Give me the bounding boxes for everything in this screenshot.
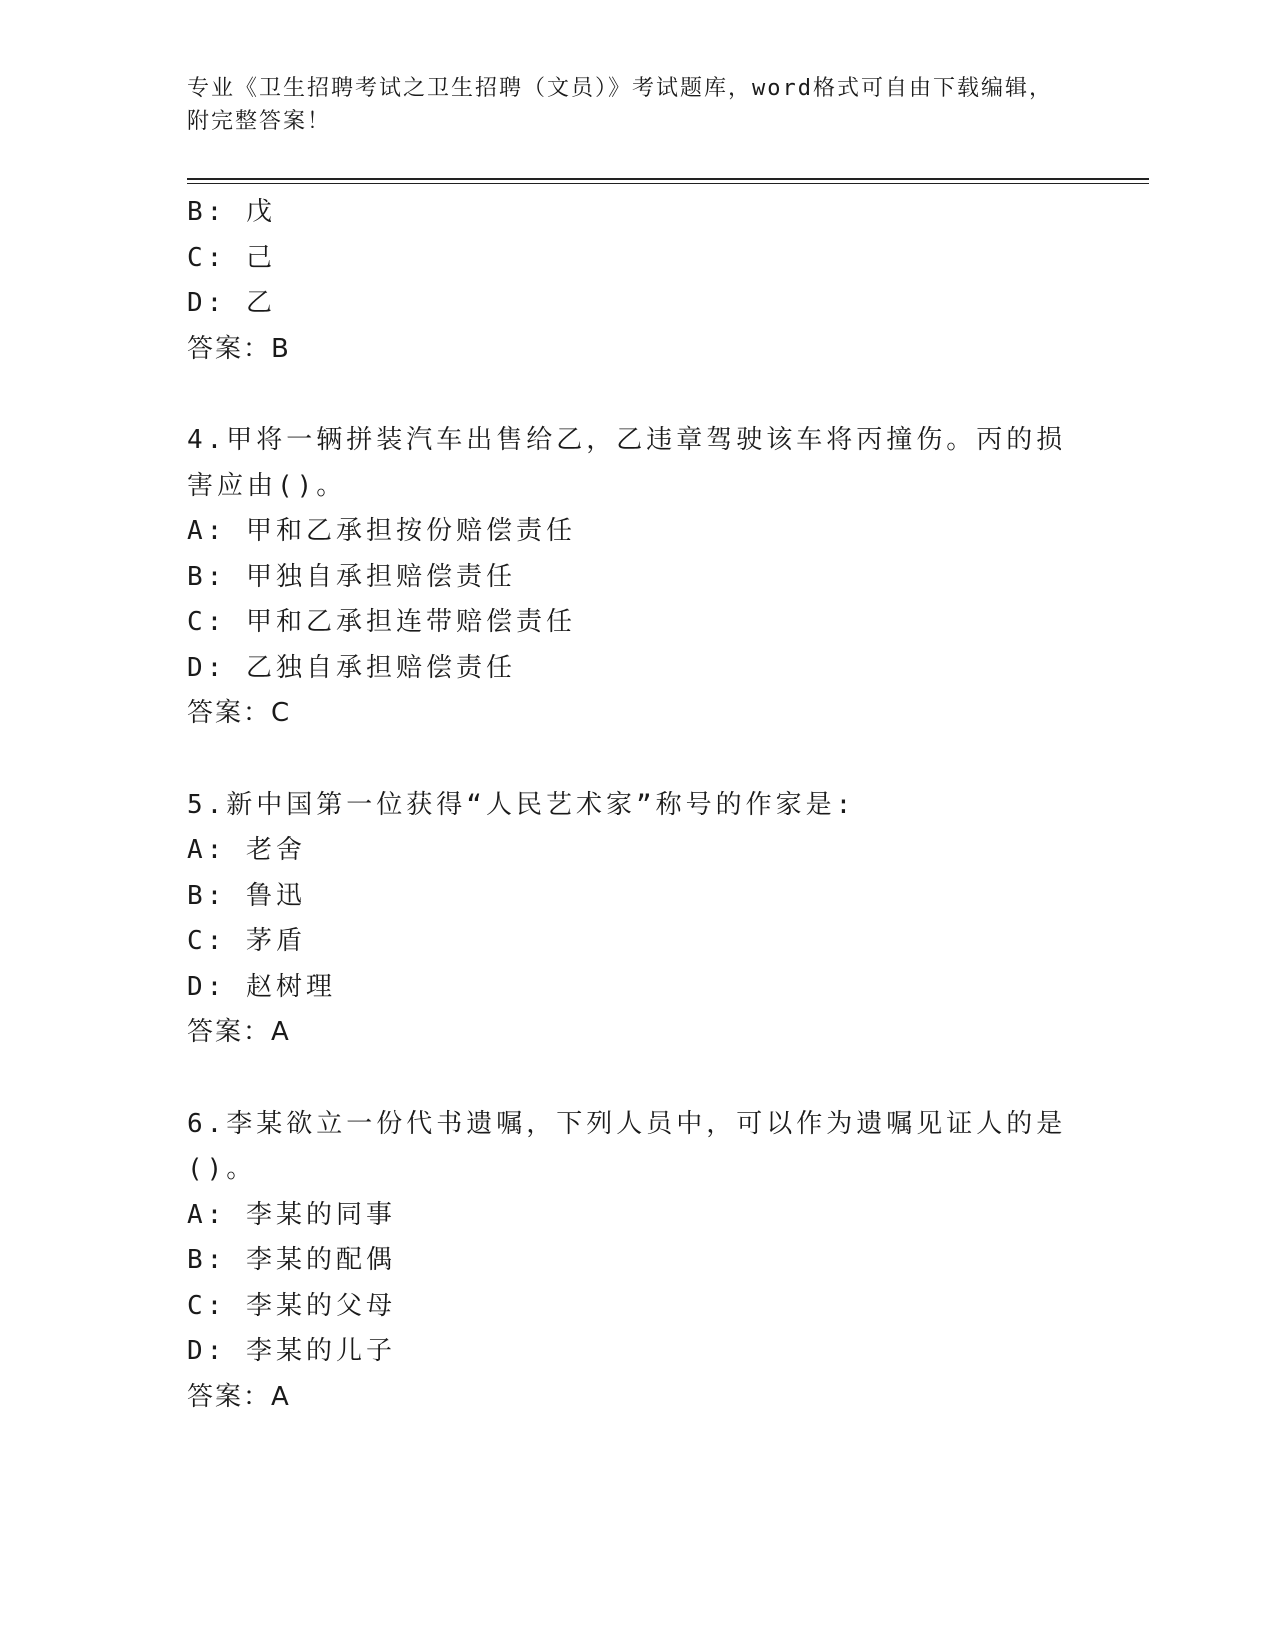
question-text: 5.新中国第一位获得“人民艺术家”称号的作家是:: [187, 789, 856, 820]
option-b: B: 鲁迅: [187, 880, 306, 911]
question-text: 6.李某欲立一份代书遗嘱，下列人员中，可以作为遗嘱见证人的是()。: [187, 1108, 1067, 1184]
option-d: D: 赵树理: [187, 971, 336, 1002]
answer-line: 答案：C: [187, 698, 292, 728]
question-3-fragment: [187, 190, 1087, 372]
option-d: D: 乙: [187, 288, 276, 318]
option-b: B: 甲独自承担赔偿责任: [187, 561, 516, 592]
option-b: B: 李某的配偶: [187, 1245, 396, 1275]
option-c: C: 茅盾: [187, 926, 306, 956]
option-c: C: 甲和乙承担连带赔偿责任: [187, 607, 576, 637]
option-d: D: 乙独自承担赔偿责任: [187, 652, 516, 683]
option-c: C: 李某的父母: [187, 1290, 396, 1321]
question-4: [187, 418, 1087, 737]
option-d: D: 李某的儿子: [187, 1336, 396, 1366]
option-a: A: 老舍: [187, 835, 306, 865]
answer-line: 答案：A: [187, 1381, 291, 1412]
answer-line: 答案：B: [187, 333, 291, 364]
option-c: C: 己: [187, 242, 276, 273]
question-list: [187, 190, 1087, 1420]
question-5: [187, 783, 1087, 1056]
header-divider-thick: [187, 178, 1149, 180]
document-header: 专业《卫生招聘考试之卫生招聘（文员）》考试题库，word格式可自由下载编辑，附完整答案！: [187, 76, 1053, 134]
option-b: B: 戊: [187, 197, 276, 227]
option-a: A: 李某的同事: [187, 1199, 396, 1230]
question-text: 4.甲将一辆拼装汽车出售给乙，乙违章驾驶该车将丙撞伤。丙的损害应由()。: [187, 425, 1067, 501]
answer-line: 答案：A: [187, 1017, 291, 1047]
header-divider-thin: [187, 183, 1149, 184]
option-a: A: 甲和乙承担按份赔偿责任: [187, 516, 576, 546]
question-6: [187, 1102, 1087, 1421]
